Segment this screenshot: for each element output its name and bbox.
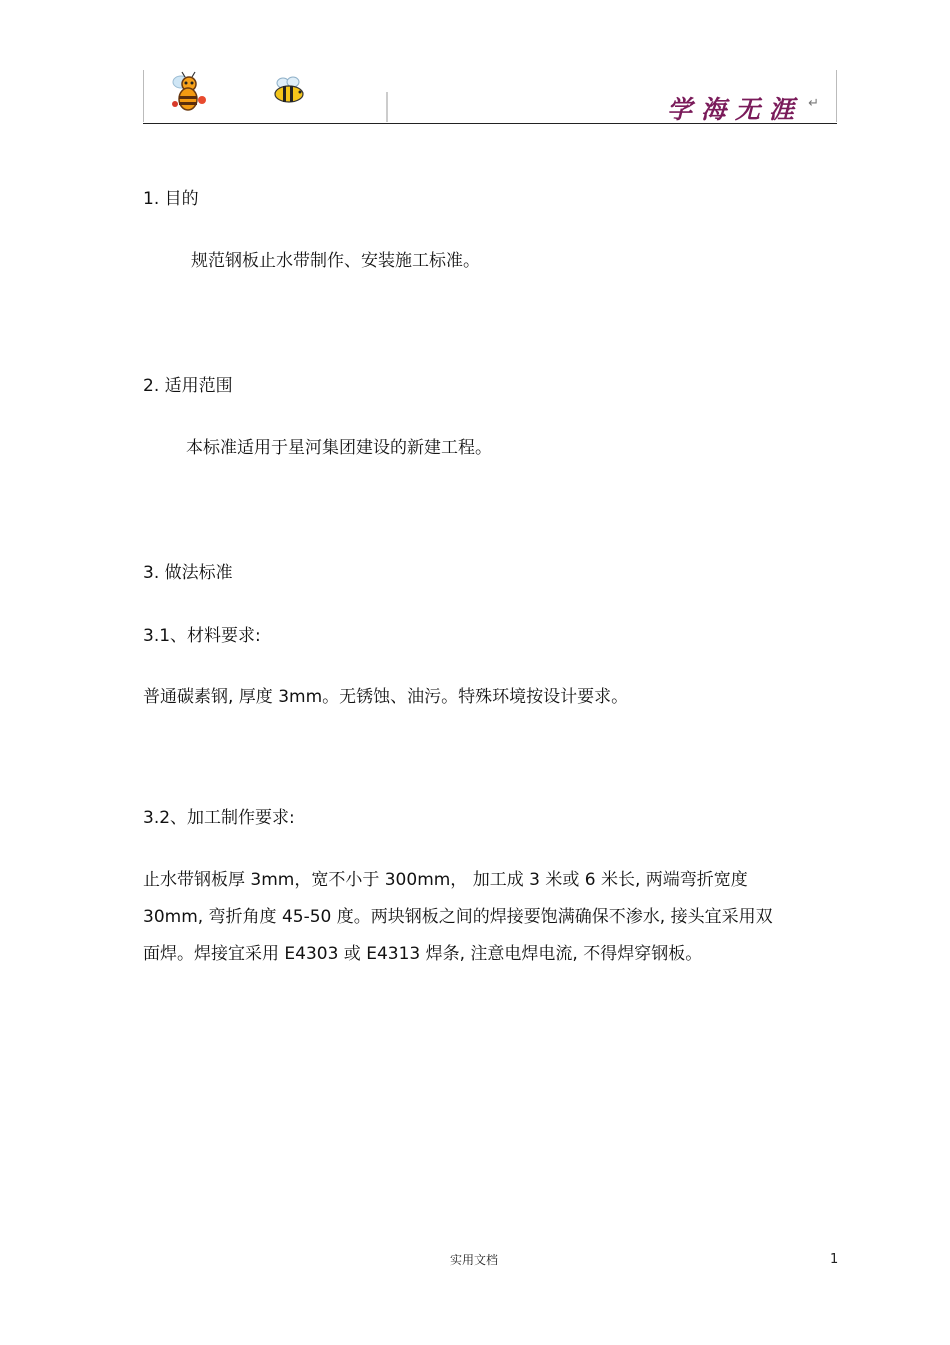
section-2-text: 本标准适用于星河集团建设的新建工程。 — [186, 438, 492, 458]
header-left-border — [143, 70, 144, 122]
section-1-text: 规范钢板止水带制作、安装施工标准。 — [191, 251, 480, 271]
page-header — [143, 70, 837, 124]
section-2-heading: 2. 适用范围 — [143, 376, 233, 396]
section-3-heading: 3. 做法标准 — [143, 563, 233, 583]
header-divider — [386, 92, 388, 122]
return-mark-icon: ↵ — [808, 96, 819, 111]
header-motto: 学海无涯 — [666, 95, 803, 124]
footer-label: 实用文档 — [450, 1253, 499, 1267]
section-3-2-heading: 3.2、加工制作要求: — [143, 808, 295, 828]
section-1-heading: 1. 目的 — [143, 189, 199, 209]
cartoon-bee-icon — [167, 70, 211, 118]
section-3-1-heading: 3.1、材料要求: — [143, 626, 261, 646]
section-3-2-line-1: 止水带钢板厚 3mm，宽不小于 300mm， 加工成 3 米或 6 米长, 两端弯折宽度 — [143, 870, 748, 890]
bee-icon — [271, 76, 307, 110]
header-right-border — [836, 70, 837, 122]
section-3-2-line-3: 面焊。焊接宜采用 E4303 或 E4313 焊条, 注意电焊电流, 不得焊穿钢板。 — [143, 944, 703, 964]
page-number: 1 — [830, 1252, 839, 1267]
section-3-2-line-2: 30mm, 弯折角度 45-50 度。两块钢板之间的焊接要饱满确保不渗水, 接头宜采用双 — [143, 907, 773, 927]
section-3-1-text: 普通碳素钢, 厚度 3mm。无锈蚀、油污。特殊环境按设计要求。 — [143, 687, 629, 707]
